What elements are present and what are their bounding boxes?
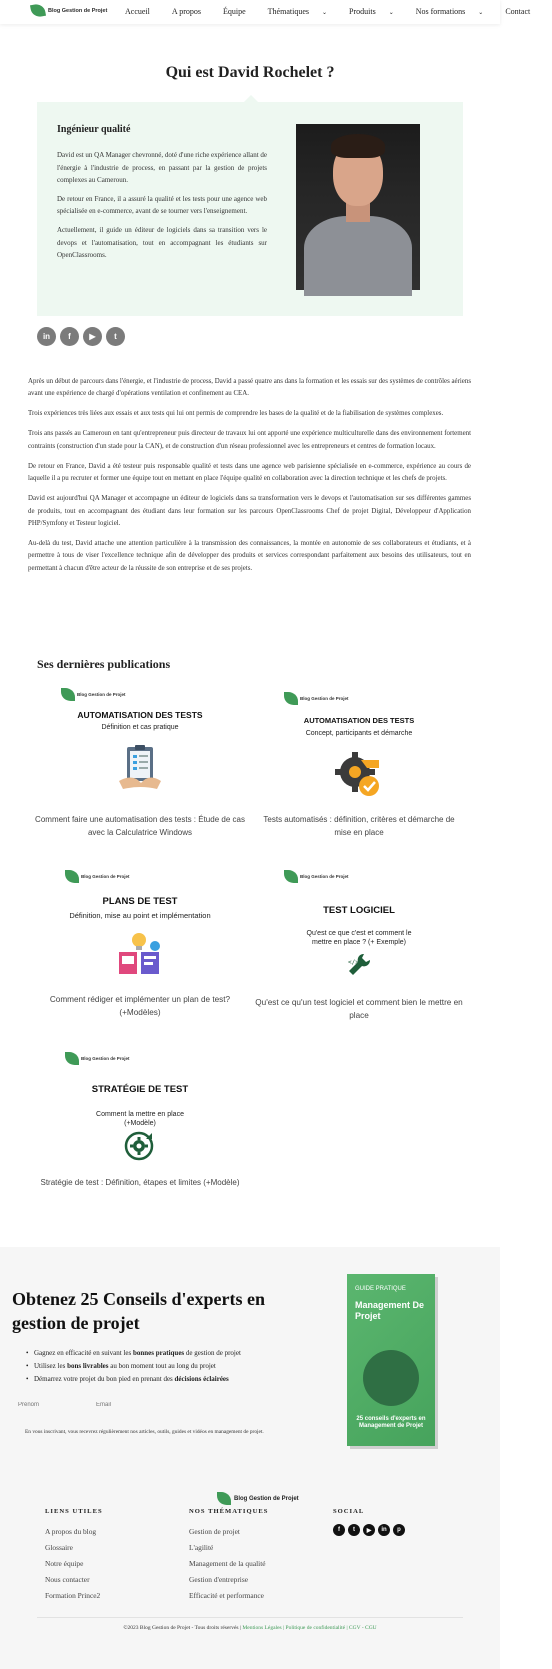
site-header	[0, 0, 531, 24]
nav-label: Produits	[349, 7, 376, 16]
benefit-text: Gagnez en efficacité en suivant les	[34, 1349, 133, 1357]
nav-item-accueil[interactable]	[125, 7, 161, 16]
nav-item-produits[interactable]	[349, 7, 405, 16]
firstname-field[interactable]	[12, 1397, 88, 1413]
benefit-item	[26, 1360, 241, 1373]
pub-logo-text: Blog Gestion de Projet	[81, 1056, 130, 1061]
nav-label: A propos	[171, 7, 201, 16]
nav-label: Contact	[505, 7, 531, 16]
nav-item-nos-formations[interactable]	[416, 7, 495, 16]
publication-card[interactable]	[254, 688, 464, 838]
bio-paragraph: De retour en France, il a assuré la qualité et les tests pour une agence web spécialisée en e-commerce, avant de se tourner vers l'enseignement.	[57, 194, 267, 216]
pub-logo	[284, 870, 349, 883]
footer-link[interactable]: Nous contacter	[45, 1575, 90, 1584]
pub-subtitle: Comment la mettre en place (+Modèle)	[96, 1111, 184, 1127]
nav-item-a-propos[interactable]	[172, 7, 212, 16]
youtube-icon[interactable]: ▶	[83, 327, 102, 346]
description-paragraph: David est aujourd'hui QA Manager et accompagne un éditeur de logiciels dans sa transformation vers le devops et l'automatisation sur ses différentes gammes de produits, tout en accompagnant des étudiant dans leur formation sur les parcours OpenClassrooms Chef de projet Digital, Développeur d'Application PHP/Symfony et Testeur logiciel.	[28, 495, 471, 528]
main-nav	[125, 7, 552, 16]
book-illustration	[363, 1350, 419, 1406]
benefit-text: Démarrez votre projet du bon pied en prenant des	[34, 1375, 175, 1383]
pub-title: TEST LOGICIEL	[323, 905, 395, 916]
footer-logo-text: Blog Gestion de Projet	[234, 1495, 299, 1502]
site-logo[interactable]	[31, 4, 107, 17]
description-paragraph: Trois ans passés au Cameroun en tant qu'entrepreneur puis directeur de travaux lui ont apporté une expérience multiculturelle dans des environnement fortement contraints (construction d'un stade pour la CAN), et de construction d'un réseau professionnel avec les entrepreneurs et centres de formation locaux.	[28, 430, 471, 450]
bio-notch	[244, 95, 258, 102]
footer-link[interactable]: L'agilité	[189, 1543, 214, 1552]
pub-caption[interactable]: Stratégie de test : Définition, étapes et limites (+Modèle)	[40, 1178, 240, 1187]
bio-text	[57, 149, 267, 268]
benefit-text: au bon moment tout au long du projet	[108, 1362, 216, 1370]
benefit-text: Utilisez les	[34, 1362, 68, 1370]
linkedin-icon[interactable]: in	[378, 1524, 390, 1536]
footer-useful-links	[45, 1508, 103, 1604]
chevron-down-icon: ⌄	[478, 10, 484, 16]
footer-heading: NOS THÉMATIQUES	[189, 1508, 269, 1515]
facebook-icon[interactable]: f	[60, 327, 79, 346]
photo-shirt	[304, 216, 412, 296]
facebook-icon[interactable]: f	[333, 1524, 345, 1536]
footer-social-icons	[333, 1524, 405, 1536]
pub-logo-text: Blog Gestion de Projet	[81, 874, 130, 879]
email-field[interactable]	[90, 1397, 226, 1413]
pub-caption[interactable]: Comment rédiger et implémenter un plan de test? (+Modèles)	[49, 995, 231, 1017]
footer-link[interactable]: Glossaire	[45, 1543, 73, 1552]
bio-paragraph: David est un QA Manager chevronné, doté d'une riche expérience allant de l'énergie à l'industrie de process, en passant par la gestion de projets complexes au Cameroun.	[57, 151, 268, 185]
pub-subtitle: Concept, participants et démarche	[305, 730, 413, 737]
footer-link[interactable]: Gestion d'entreprise	[189, 1575, 249, 1584]
author-social-links	[37, 327, 125, 346]
footer-social	[333, 1508, 405, 1536]
pub-logo-text: Blog Gestion de Projet	[300, 696, 349, 701]
clipboard-handshake-icon	[115, 743, 165, 793]
pub-logo	[65, 1052, 130, 1065]
pub-title: PLANS DE TEST	[102, 896, 178, 907]
publication-card[interactable]	[35, 688, 245, 838]
description-paragraph: Trois expériences très liées aux essais et aux tests qui lui ont permis de comprendre les bases de la qualité et de la fiabilisation de systèmes complexes.	[28, 410, 444, 418]
footer-link[interactable]: Notre équipe	[45, 1559, 84, 1568]
publication-card[interactable]	[35, 1052, 245, 1212]
newsletter-form	[12, 1397, 332, 1413]
footer-themes	[189, 1508, 268, 1604]
leaf-logo-icon	[65, 1052, 79, 1065]
pub-caption[interactable]: Comment faire une automatisation des tests : Étude de cas avec la Calculatrice Windows	[35, 815, 245, 837]
pub-subtitle: Qu'est ce que c'est et comment le mettre en place ? (+ Exemple)	[306, 930, 412, 946]
nav-label: Équipe	[223, 7, 246, 16]
author-photo	[296, 124, 420, 290]
footer-link[interactable]: A propos du blog	[45, 1527, 97, 1536]
twitter-icon[interactable]: t	[106, 327, 125, 346]
pub-logo-text: Blog Gestion de Projet	[77, 692, 126, 697]
nav-item-thematiques[interactable]	[268, 7, 338, 16]
leaf-logo-icon	[30, 3, 46, 18]
pub-subtitle: Définition et cas pratique	[101, 724, 179, 731]
pinterest-icon[interactable]: p	[393, 1524, 405, 1536]
benefit-bold: bonnes pratiques	[133, 1349, 185, 1357]
newsletter-section	[0, 1247, 500, 1465]
description-paragraph: Au-delà du test, David attache une attention particulière à la transmission des connaissances, la montée en autonomie de ses collaborateurs et étudiants, et à permettre à tous de viser l'excellence technique afin de développer des produits et services correspondant parfaitement aux besoins des utilisateurs, tout en permettant à chacun d'être acteur de la réussite de son entreprise et de ses projets.	[28, 540, 471, 572]
bio-paragraph: Actuellement, il guide un éditeur de logiciels dans sa transition vers le devops et l'automatisation, tout en accompagnant les étudiants sur OpenClassrooms.	[57, 225, 267, 260]
newsletter-title: Obtenez 25 Conseils d'experts en gestion de projet	[12, 1289, 265, 1333]
footer-heading: LIENS UTILES	[45, 1508, 103, 1515]
pub-caption[interactable]: Qu'est ce qu'un test logiciel et comment bien le mettre en place	[255, 998, 463, 1020]
planning-icon	[115, 932, 165, 978]
pub-title: AUTOMATISATION DES TESTS	[77, 710, 203, 720]
book-subtitle: 25 conseils d'experts en Management de Projet	[356, 1416, 426, 1429]
publication-card[interactable]	[35, 870, 245, 1020]
benefit-item	[26, 1347, 241, 1360]
pub-subtitle: Définition, mise au point et implémentation	[69, 911, 211, 920]
chevron-down-icon: ⌄	[322, 10, 328, 16]
nav-label: Thématiques	[267, 7, 309, 16]
leaf-logo-icon	[284, 692, 298, 705]
pub-logo-text: Blog Gestion de Projet	[300, 874, 349, 879]
footer-logo[interactable]	[217, 1492, 299, 1505]
newsletter-note: En vous inscrivant, vous recevrez régulièrement nos articles, outils, guides et vidéos en management de projet.	[25, 1429, 264, 1435]
book-title: Management De Projet	[355, 1300, 425, 1321]
footer-link[interactable]: Efficacité et performance	[189, 1591, 264, 1600]
footer-link[interactable]: Gestion de projet	[189, 1527, 240, 1536]
benefit-bold: bons livrables	[67, 1362, 109, 1370]
photo-hair	[331, 134, 385, 158]
pub-title: AUTOMATISATION DES TESTS	[303, 716, 415, 725]
book-label: GUIDE PRATIQUE	[355, 1286, 406, 1292]
footer-bottom	[0, 1625, 500, 1631]
linkedin-icon[interactable]: in	[37, 327, 56, 346]
legal-links[interactable]: Mentions Légales | Politique de confidentialité | CGV - CGU	[242, 1625, 377, 1631]
benefit-bold: décisions éclairées	[174, 1375, 229, 1383]
footer-divider	[37, 1617, 463, 1618]
logo-text: Blog Gestion de Projet	[48, 7, 108, 14]
author-description	[28, 376, 471, 583]
leaf-logo-icon	[65, 870, 79, 883]
footer-heading: SOCIAL	[333, 1508, 365, 1515]
gear-check-icon	[331, 746, 387, 802]
wrench-code-icon	[346, 952, 372, 978]
leaf-logo-icon	[217, 1492, 231, 1505]
ebook-cover	[347, 1274, 435, 1446]
footer-link[interactable]: Management de la qualité	[189, 1559, 266, 1568]
bio-role: Ingénieur qualité	[57, 124, 131, 135]
nav-label: Nos formations	[415, 7, 466, 16]
pub-logo	[284, 692, 349, 705]
publications-heading: Ses dernières publications	[37, 657, 171, 671]
twitter-icon[interactable]: t	[348, 1524, 360, 1536]
leaf-logo-icon	[284, 870, 298, 883]
publication-card[interactable]	[254, 870, 464, 1020]
subscribe-button[interactable]	[228, 1397, 332, 1413]
pub-logo	[61, 688, 126, 701]
pub-caption[interactable]: Tests automatisés : définition, critères et démarche de mise en place	[263, 815, 455, 837]
pub-logo	[65, 870, 130, 883]
description-paragraph: Après un début de parcours dans l'énergie, et l'industrie de process, David a passé quatre ans dans la formation et les essais sur des systèmes de contrôles aériens avant une expérience de chargé d'opérations ventilation et confinement au CEA.	[28, 378, 471, 398]
youtube-icon[interactable]: ▶	[363, 1524, 375, 1536]
benefit-text: de gestion de projet	[184, 1349, 241, 1357]
leaf-logo-icon	[61, 688, 75, 701]
description-paragraph: De retour en France, David a été testeur puis responsable qualité et tests dans une agence web parisienne spécialisée en e-commerce, expérience au cours de laquelle il a pu recruter et former une équipe tout en mettant en place l'équipe qualité en collaboration avec la direction technique et les chefs de projets.	[28, 462, 471, 483]
nav-item-contact[interactable]	[505, 7, 541, 16]
svg-text:</>: </>	[348, 959, 359, 966]
site-footer	[0, 1465, 500, 1669]
nav-label: Accueil	[125, 7, 150, 16]
newsletter-benefits	[26, 1347, 241, 1386]
bio-card	[37, 102, 463, 316]
gear-cycle-icon	[123, 1130, 155, 1162]
page-title: Qui est David Rochelet ?	[165, 64, 335, 81]
pub-title: STRATÉGIE DE TEST	[91, 1084, 189, 1095]
benefit-item	[26, 1373, 241, 1386]
copyright-text: ©2023 Blog Gestion de Projet - Tous droits réservés |	[123, 1625, 242, 1631]
chevron-down-icon: ⌄	[388, 10, 394, 16]
nav-item-equipe[interactable]	[223, 7, 257, 16]
footer-link[interactable]: Formation Prince2	[45, 1591, 101, 1600]
